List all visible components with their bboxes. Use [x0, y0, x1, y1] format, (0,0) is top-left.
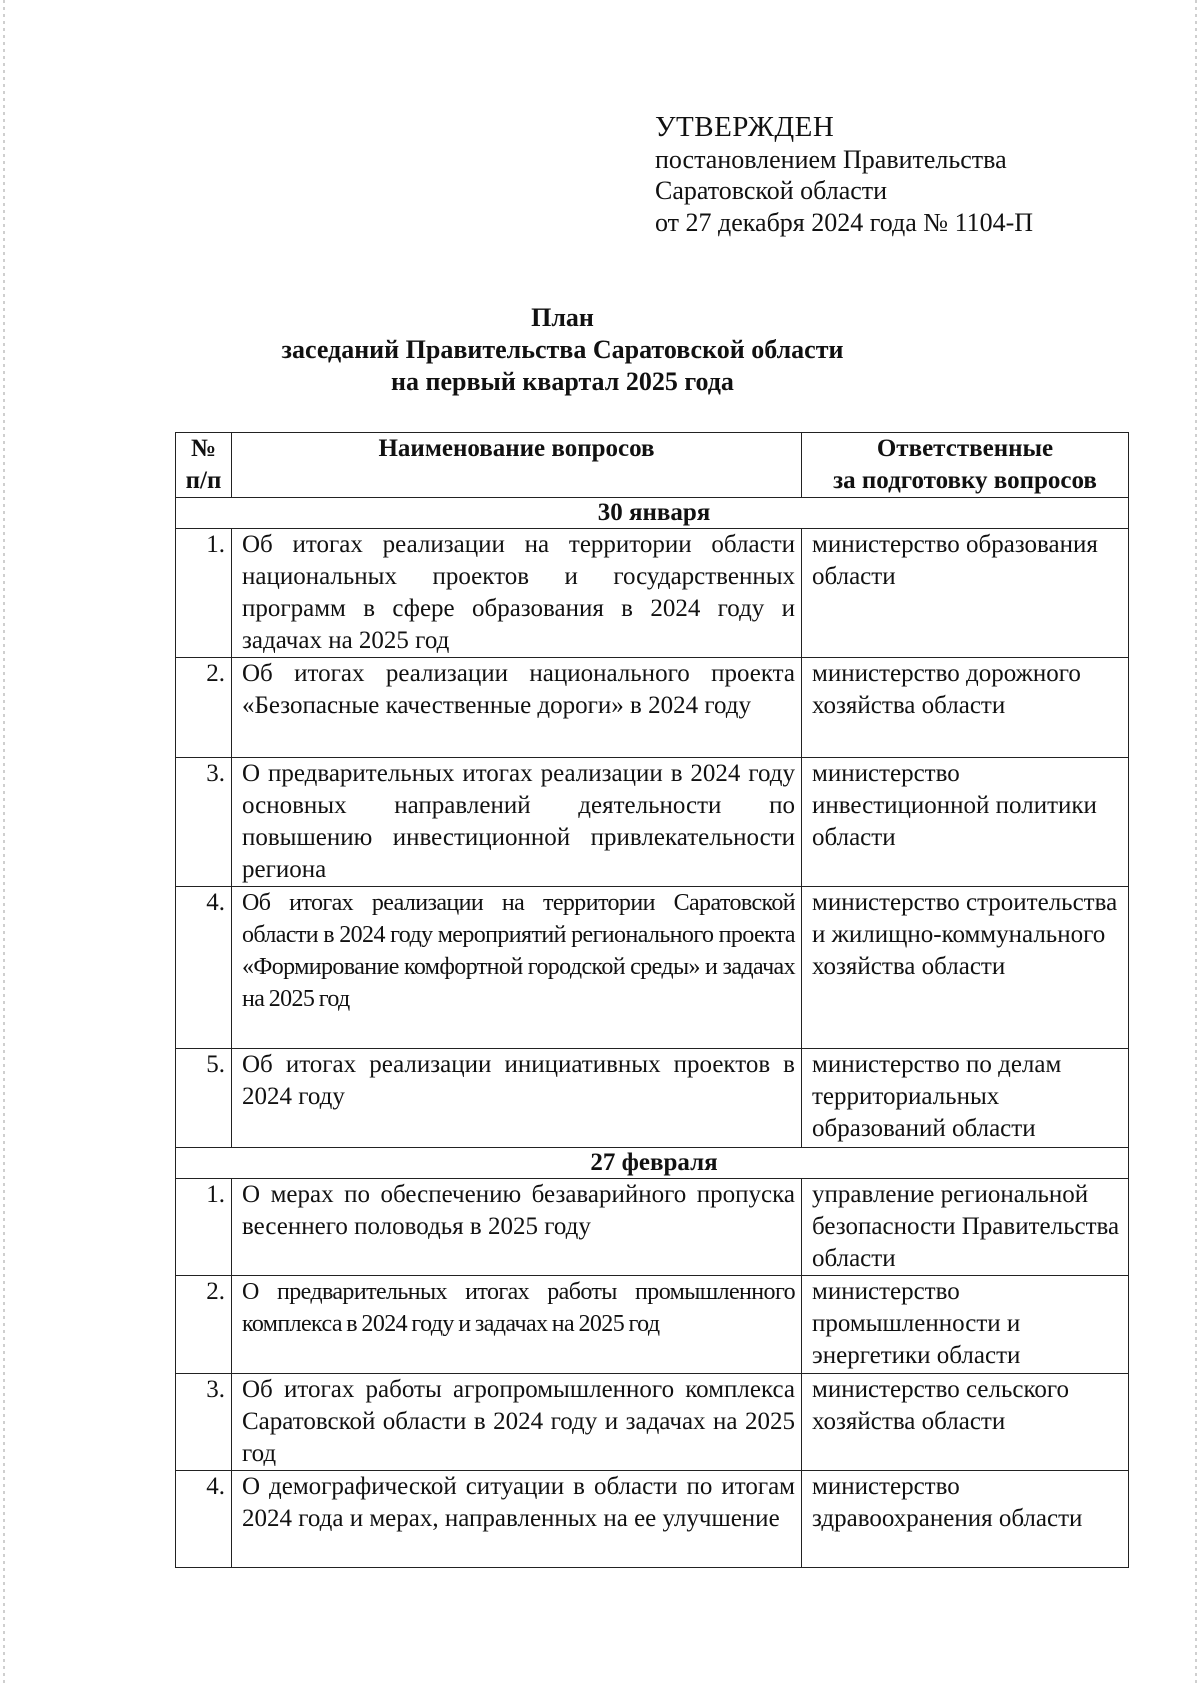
section-date: 27 февраля	[176, 1148, 1129, 1179]
plan-table	[175, 432, 1129, 1568]
row-question: Об итогах реализации национального проекта «Безопасные качественные дороги» в 2024 году	[232, 658, 802, 758]
row-responsible: министерство сельского хозяйства области	[802, 1374, 1129, 1471]
row-question: О демографической ситуации в области по итогам 2024 года и мерах, направленных на ее улучшение	[232, 1471, 802, 1568]
approval-line-3: от 27 декабря 2024 года № 1104-П	[655, 207, 1034, 237]
table-row	[176, 1179, 1129, 1276]
table-row	[176, 758, 1129, 887]
header-number-line-1: №	[190, 435, 217, 462]
title-line-3: на первый квартал 2025 года	[391, 367, 734, 396]
row-number: 4.	[176, 887, 232, 1049]
header-number-line-2: п/п	[185, 467, 222, 494]
row-responsible: управление региональной безопасности Правительства области	[802, 1179, 1129, 1276]
row-question: Об итогах работы агропромышленного комплекса Саратовской области в 2024 году и задачах на 2025 год	[232, 1374, 802, 1471]
approval-line-1: постановлением Правительства	[655, 144, 1007, 174]
header-responsible-line-2: за подготовку вопросов	[833, 467, 1097, 494]
table-header-row	[176, 433, 1129, 498]
header-number	[176, 433, 232, 498]
row-number: 1.	[176, 1179, 232, 1276]
section-date-row	[176, 498, 1129, 529]
row-responsible: министерство здравоохранения области	[802, 1471, 1129, 1568]
row-number: 3.	[176, 758, 232, 887]
document-title	[170, 302, 955, 398]
section-date-row	[176, 1148, 1129, 1179]
row-question: О мерах по обеспечению безаварийного пропуска весеннего половодья в 2025 году	[232, 1179, 802, 1276]
table-row	[176, 1471, 1129, 1568]
table-row	[176, 1276, 1129, 1374]
title-line-1: План	[531, 303, 594, 332]
header-responsible	[802, 433, 1129, 498]
row-number: 4.	[176, 1471, 232, 1568]
row-responsible: министерство образования области	[802, 529, 1129, 658]
row-responsible: министерство по делам территориальных образований области	[802, 1049, 1129, 1148]
approval-stamp	[655, 112, 1033, 238]
header-question: Наименование вопросов	[232, 433, 802, 498]
header-responsible-line-1: Ответственные	[876, 435, 1054, 462]
row-responsible: министерство промышленности и энергетики области	[802, 1276, 1129, 1374]
table-row	[176, 887, 1129, 1049]
row-question: Об итогах реализации на территории Саратовской области в 2024 году мероприятий регионального проекта «Формирование комфортной городской среды» и задачах на 2025 год	[232, 887, 802, 1049]
title-line-2: заседаний Правительства Саратовской области	[281, 335, 844, 364]
section-date: 30 января	[176, 498, 1129, 529]
table-row	[176, 529, 1129, 658]
row-question: О предварительных итогах реализации в 2024 году основных направлений деятельности по повышению инвестиционной привлекательности региона	[232, 758, 802, 887]
row-number: 1.	[176, 529, 232, 658]
page-edge-right	[1195, 0, 1197, 1686]
approval-title: УТВЕРЖДЕН	[655, 111, 835, 143]
row-question: О предварительных итогах работы промышленного комплекса в 2024 году и задачах на 2025 год	[232, 1276, 802, 1374]
row-responsible: министерство дорожного хозяйства области	[802, 658, 1129, 758]
approval-line-2: Саратовской области	[655, 176, 888, 205]
row-number: 3.	[176, 1374, 232, 1471]
row-question: Об итогах реализации на территории области национальных проектов и государственных программ в сфере образования в 2024 году и задачах на 2025 год	[232, 529, 802, 658]
page-edge-left	[3, 0, 5, 1686]
row-number: 2.	[176, 658, 232, 758]
row-responsible: министерство строительства и жилищно-коммунального хозяйства области	[802, 887, 1129, 1049]
row-responsible: министерство инвестиционной политики области	[802, 758, 1129, 887]
table-row	[176, 1374, 1129, 1471]
table-row	[176, 1049, 1129, 1148]
row-number: 2.	[176, 1276, 232, 1374]
table-row	[176, 658, 1129, 758]
row-question: Об итогах реализации инициативных проектов в 2024 году	[232, 1049, 802, 1148]
row-number: 5.	[176, 1049, 232, 1148]
